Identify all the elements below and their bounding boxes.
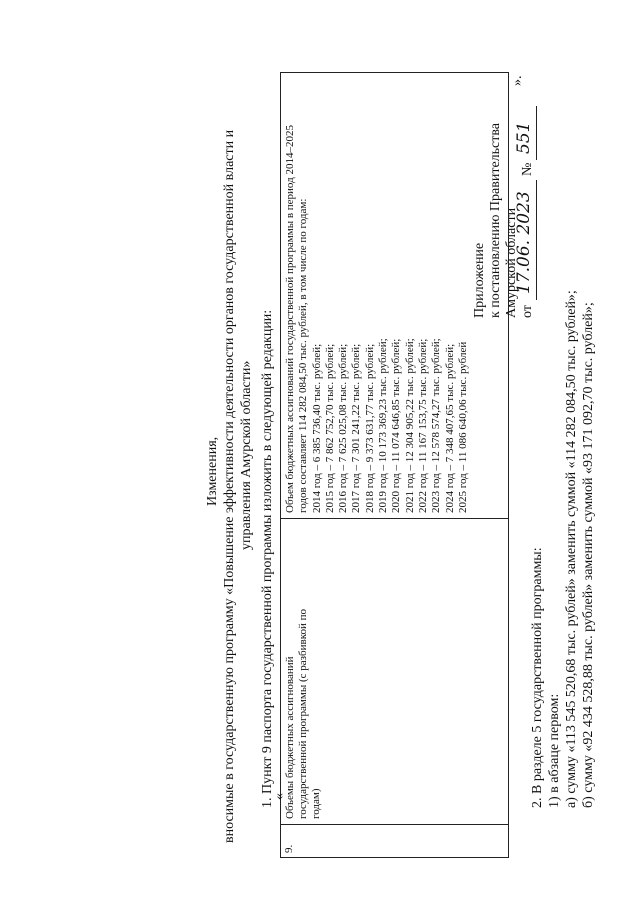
- name-line: Объемы бюджетных ассигнований: [284, 656, 296, 819]
- value-line: 2024 год – 7 348 407,65 тыс. рублей;: [443, 343, 456, 513]
- approval-line-3: Амурской области: [504, 207, 519, 318]
- value-line: 2017 год – 7 301 241,22 тыс. рублей;: [350, 343, 363, 513]
- value-line: 2019 год – 10 173 369,23 тыс. рублей;: [377, 338, 390, 513]
- point-2-sub-1: 1) в абзаце первом:: [547, 693, 562, 808]
- table-divider-1: [281, 824, 508, 825]
- value-line: 2015 год – 7 862 752,70 тыс. рублей;: [323, 343, 336, 513]
- approval-number-handwritten: 551: [514, 121, 534, 154]
- number-underline: [536, 106, 537, 160]
- value-line: 2021 год – 12 304 905,22 тыс. рублей;: [403, 338, 416, 513]
- close-quote: ».: [510, 75, 525, 86]
- name-line: государственной программы (с разбивкой по: [297, 609, 309, 819]
- open-quote: «: [272, 793, 287, 800]
- point-1-text: 1. Пункт 9 паспорта государственной программы изложить в следующей редакции:: [260, 309, 275, 808]
- title-heading: Изменения,: [205, 436, 220, 506]
- value-line: 2018 год – 9 373 631,77 тыс. рублей;: [363, 343, 376, 513]
- value-line: 2014 год – 6 385 736,40 тыс. рублей;: [310, 343, 323, 513]
- date-underline: [536, 180, 537, 300]
- approval-date-prefix: от: [520, 305, 535, 318]
- table-row-number: 9.: [283, 844, 295, 853]
- approval-date-handwritten: 17.06. 2023: [514, 191, 534, 294]
- value-line: 2023 год – 12 578 574,27 тыс. рублей;: [430, 338, 443, 513]
- value-line: 2025 год – 11 086 640,06 тыс. рублей: [456, 341, 469, 513]
- approval-line-2: к постановлению Правительства: [488, 122, 503, 318]
- table-row-value: [284, 83, 470, 513]
- point-2-item-b: б) сумму «92 434 528,88 тыс. рублей» заменить суммой «93 171 092,70 тыс. рублей»;: [581, 302, 596, 808]
- table-row-name: [284, 519, 323, 819]
- title-line-3: управления Амурской области»: [239, 360, 254, 550]
- passport-table: [280, 72, 509, 858]
- value-line: годов составляет 114 282 084,50 тыс. рублей, в том числе по годам:: [297, 198, 310, 513]
- value-line: 2016 год – 7 625 025,08 тыс. рублей;: [337, 343, 350, 513]
- approval-line-1: Приложение: [472, 242, 487, 318]
- point-2-item-a: а) сумму «113 545 520,68 тыс. рублей» заменить суммой «114 282 084,50 тыс. рублей»;: [564, 290, 579, 808]
- point-2-heading: 2. В разделе 5 государственной программы:: [530, 547, 545, 808]
- value-line: 2020 год – 11 074 646,85 тыс. рублей;: [390, 338, 403, 513]
- name-line: годам): [310, 788, 322, 819]
- value-line: Объем бюджетных ассигнований государственной программы в период 2014–2025: [284, 125, 296, 513]
- approval-number-prefix: №: [520, 162, 535, 176]
- title-line-2: вносимые в государственную программу «Повышение эффективности деятельности органов государственной власти и: [222, 129, 237, 843]
- value-line: 2022 год – 11 167 153,75 тыс. рублей;: [416, 338, 429, 513]
